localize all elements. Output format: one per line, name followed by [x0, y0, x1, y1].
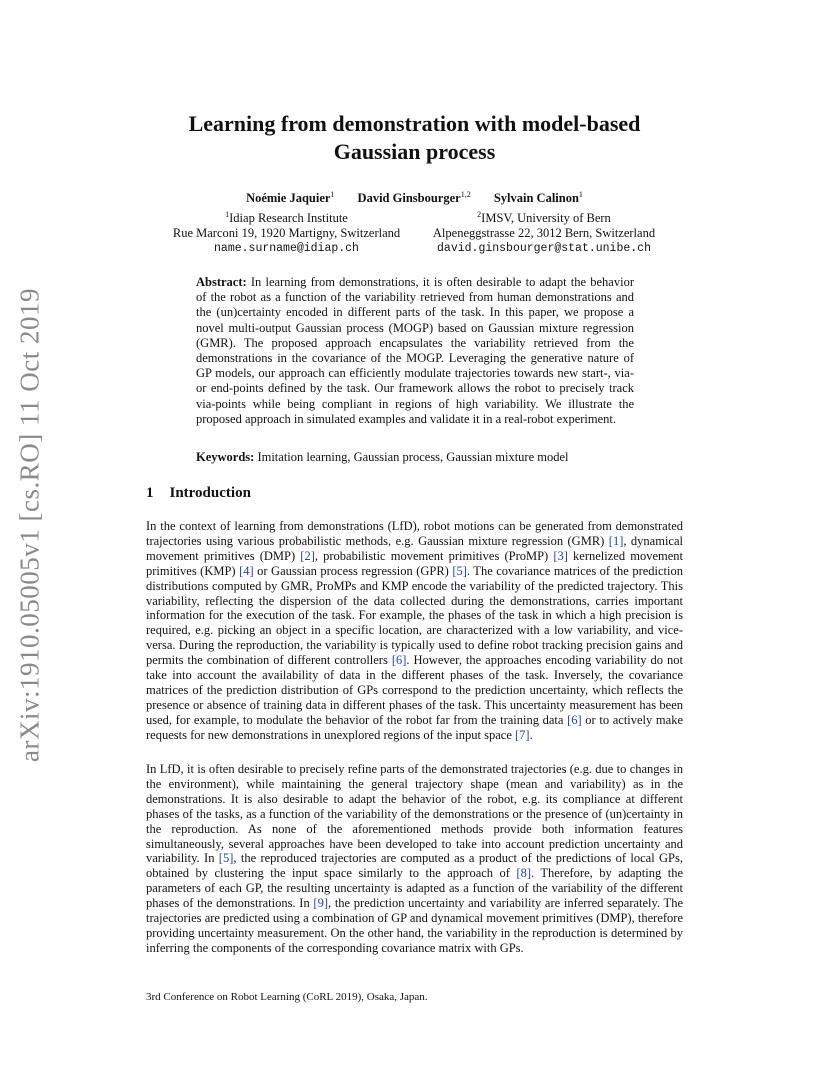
affiliation-1: $^1$Idiap Research Institute Rue Marconi 19, 1920 Martigny, Switzerland name.surname@idiap.ch	[164, 207, 409, 256]
affiliation-2: $^2$IMSV, University of Bern Alpeneggstrasse 22, 3012 Bern, Switzerland david.ginsbourger@stat.unibe.ch	[424, 207, 664, 256]
email-2: david.ginsbourger@stat.unibe.ch	[437, 242, 651, 256]
abstract	[196, 275, 634, 427]
citation-link[interactable]: [9]	[313, 896, 328, 911]
citation-link[interactable]: [7]	[515, 727, 530, 742]
author-list	[146, 190, 683, 206]
keywords-label: Keywords:	[196, 450, 255, 464]
keywords	[196, 450, 634, 465]
paper-title	[146, 110, 683, 166]
arxiv-identifier: arXiv:1910.05005v1 [cs.RO] 11 Oct 2019	[14, 288, 45, 762]
email-1: name.surname@idiap.ch	[214, 242, 359, 256]
citation-link[interactable]: [2]	[300, 548, 315, 563]
title-line-1: Learning from demonstration with model-based	[188, 111, 641, 136]
arxiv-sidebar	[10, 290, 50, 760]
citation-link[interactable]: [1]	[608, 533, 624, 548]
citation-link[interactable]: [3]	[553, 548, 568, 563]
citation-link[interactable]: [5]	[218, 851, 234, 866]
keywords-text: Imitation learning, Gaussian process, Gaussian mixture model	[257, 450, 569, 464]
intro-paragraph-2: In LfD, it is often desirable to precisely refine parts of the demonstrated trajectories (e.g. due to changes in the environment), while maintaining the general trajectory shape (mean and variability) as in the demonstrations. It is also desirable to adapt the behavior of the robot, e.g. its compliance at different phases of the tasks, as a function of the variability of the demonstrations or the presence of (un)certainty in the reproduction. As none of the aforementioned methods provide both information features simultaneously, several approaches have been developed to take into account prediction uncertainty and variability. In [5], the reproduced trajectories are computed as a product of the predictions of local GPs, obtained by clustering the input space similarly to the approach of [8]. Therefore, by adapting the parameters of each GP, the resulting uncertainty is adapted as a function of the variability of the different phases of the demonstrations. In [9], the prediction uncertainty and variability are inferred separately. The trajectories are predicted using a combination of GP and dynamical movement primitives (DMP), therefore providing uncertainty measurement. On the other hand, the variability in the reproduction is determined by inferring the components of the corresponding covariance matrix with GPs.	[146, 762, 683, 955]
section-number: 1	[146, 485, 154, 501]
abstract-label: Abstract:	[196, 275, 247, 289]
title-line-2: Gaussian process	[333, 139, 496, 164]
abstract-text: In learning from demonstrations, it is often desirable to adapt the behavior of the robot as a function of the variability retrieved from human demonstrations and the (un)certainty encoded in different parts of the task. In this paper, we propose a novel multi-output Gaussian process (MOGP) based on Gaussian mixture regression (GMR). The proposed approach encapsulates the variability retrieved from the demonstrations in the covariance of the MOGP. Leveraging the generative nature of GP models, our approach can efficiently modulate trajectories towards new start-, via- or end-points defined by the task. Our framework allows the robot to precisely track via-points while being compliant in regions of high variability. We illustrate the proposed approach in simulated examples and validate it in a real-robot experiment.	[196, 275, 634, 426]
author-3: Sylvain Calinon$^1$	[493, 190, 583, 206]
conference-footer: 3rd Conference on Robot Learning (CoRL 2019), Osaka, Japan.	[146, 991, 428, 1003]
section-title: Introduction	[169, 485, 251, 501]
citation-link[interactable]: [6]	[567, 712, 582, 727]
citation-link[interactable]: [5]	[452, 563, 467, 578]
intro-paragraph-1: In the context of learning from demonstrations (LfD), robot motions can be generated from demonstrated trajectories using various probabilistic methods, e.g. Gaussian mixture regression (GMR) [1], dynamical movement primitives (DMP) [2], probabilistic movement primitives (ProMP) [3] kernelized movement primitives (KMP) [4] or Gaussian process regression (GPR) [5]. The covariance matrices of the prediction distributions computed by GMR, ProMPs and KMP encode the variability of the predicted trajectory. This variability, reflecting the dispersion of the data collected during the demonstrations, carries important information for the execution of the task. For example, the phases of the task in which a high precision is required, e.g. picking an object in a specific location, are characterized with a low variability, and vice-versa. During the reproduction, the variability is typically used to define robot tracking precision gains and permits the combination of different controllers [6]. However, the approaches encoding variability do not take into account the availability of data in the different phases of the task. Inversely, the covariance matrices of the prediction distribution of GPs correspond to the prediction uncertainty, which reflects the presence or absence of training data in different phases of the task. This uncertainty measurement has been used, for example, to modulate the behavior of the robot far from the training data [6] or to actively make requests for new demonstrations in unexplored regions of the input space [7].	[146, 519, 684, 742]
citation-link[interactable]: [8]	[516, 866, 531, 881]
section-heading	[146, 485, 251, 502]
author-2: David Ginsbourger$^{1,2}$	[357, 190, 471, 206]
citation-link[interactable]: [4]	[239, 563, 254, 578]
author-1: Noémie Jaquier$^1$	[246, 190, 335, 206]
citation-link[interactable]: [6]	[391, 653, 407, 668]
